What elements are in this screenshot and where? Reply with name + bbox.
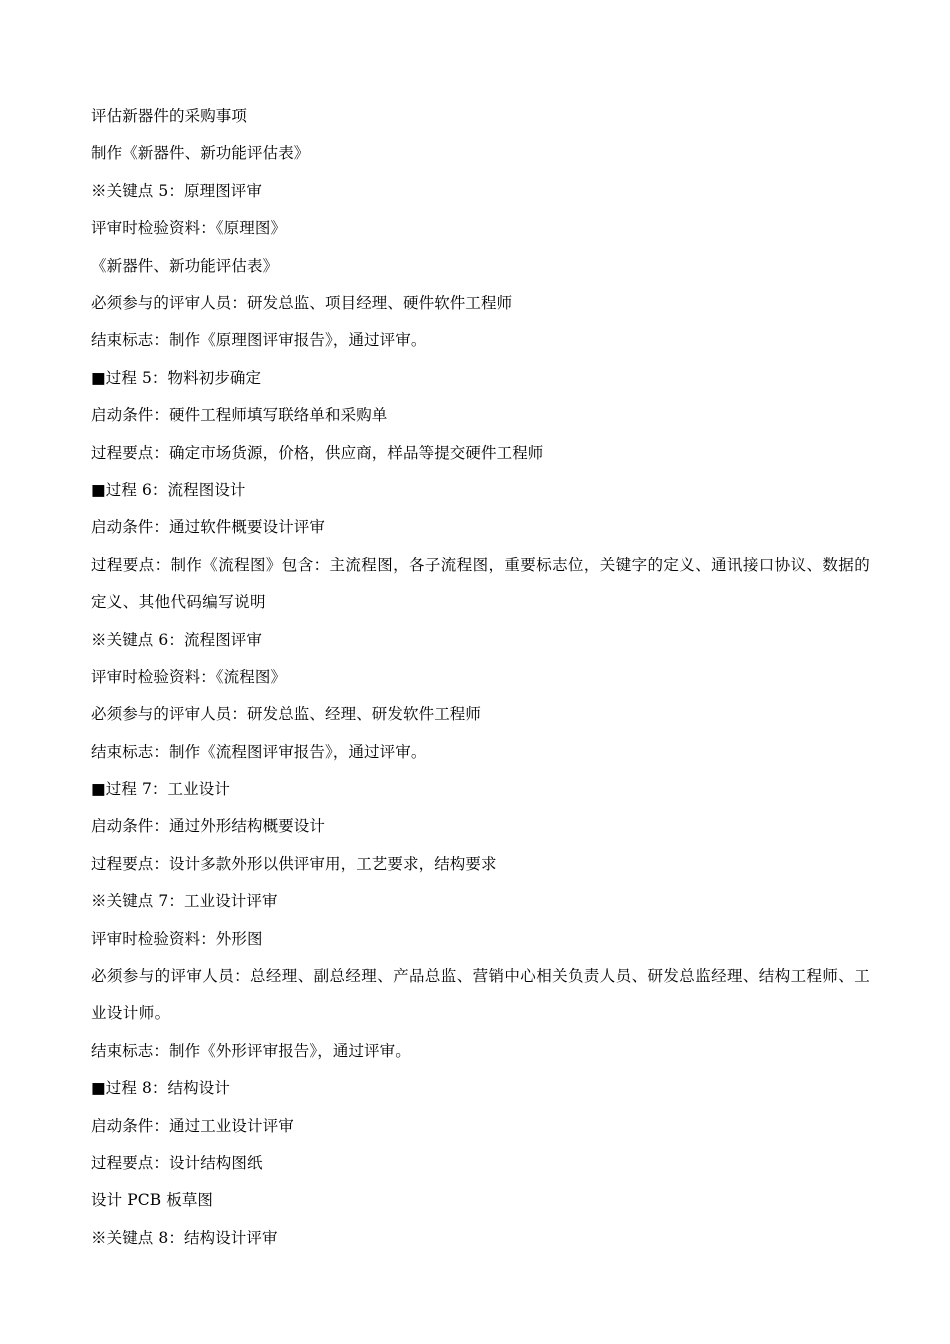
key-point-heading: ※关键点 6：流程图评审 bbox=[91, 630, 262, 649]
text-line: 结束标志：制作《原理图评审报告》，通过评审。 bbox=[91, 331, 427, 350]
text-line: 启动条件：硬件工程师填写联络单和采购单 bbox=[91, 406, 388, 425]
text-line: 过程要点：设计多款外形以供评审用，工艺要求，结构要求 bbox=[91, 854, 497, 873]
process-heading: ■过程 5：物料初步确定 bbox=[91, 368, 262, 387]
process-heading: ■过程 8：结构设计 bbox=[91, 1079, 230, 1098]
text-line: 启动条件：通过工业设计评审 bbox=[91, 1116, 294, 1135]
key-point-heading: ※关键点 5：原理图评审 bbox=[91, 181, 262, 200]
text-line: 评审时检验资料：《流程图》 bbox=[91, 667, 287, 686]
text-line: 《新器件、新功能评估表》 bbox=[91, 256, 279, 275]
text-line: 结束标志：制作《流程图评审报告》，通过评审。 bbox=[91, 742, 427, 761]
text-line: 过程要点：设计结构图纸 bbox=[91, 1154, 263, 1172]
text-line: 必须参与的评审人员：研发总监、经理、研发软件工程师 bbox=[91, 705, 482, 724]
text-line: 制作《新器件、新功能评估表》 bbox=[91, 144, 310, 163]
key-point-heading: ※关键点 8：结构设计评审 bbox=[91, 1228, 278, 1247]
text-line: 评估新器件的采购事项 bbox=[91, 107, 248, 125]
text-paragraph: 过程要点：制作《流程图》包含：主流程图，各子流程图，重要标志位，关键字的定义、通讯接口协议、数据的定义、其他代码编写说明 bbox=[91, 555, 871, 612]
text-line: 过程要点：确定市场货源，价格，供应商，样品等提交硬件工程师 bbox=[91, 443, 544, 462]
process-heading: ■过程 7：工业设计 bbox=[91, 780, 230, 799]
text-line: 设计 PCB 板草图 bbox=[91, 1191, 214, 1210]
process-heading: ■过程 6：流程图设计 bbox=[91, 480, 246, 499]
text-line: 启动条件：通过外形结构概要设计 bbox=[91, 817, 326, 836]
text-line: 评审时检验资料：《原理图》 bbox=[91, 219, 287, 238]
text-paragraph: 必须参与的评审人员：总经理、副总经理、产品总监、营销中心相关负责人员、研发总监经理、结构工程师、工业设计师。 bbox=[91, 967, 871, 1023]
text-line: 结束标志：制作《外形评审报告》，通过评审。 bbox=[91, 1041, 411, 1060]
text-line: 评审时检验资料：外形图 bbox=[91, 929, 263, 948]
text-line: 启动条件：通过软件概要设计评审 bbox=[91, 518, 326, 537]
document-body bbox=[91, 98, 871, 1257]
key-point-heading: ※关键点 7：工业设计评审 bbox=[91, 892, 278, 911]
text-line: 必须参与的评审人员：研发总监、项目经理、硬件软件工程师 bbox=[91, 293, 513, 312]
